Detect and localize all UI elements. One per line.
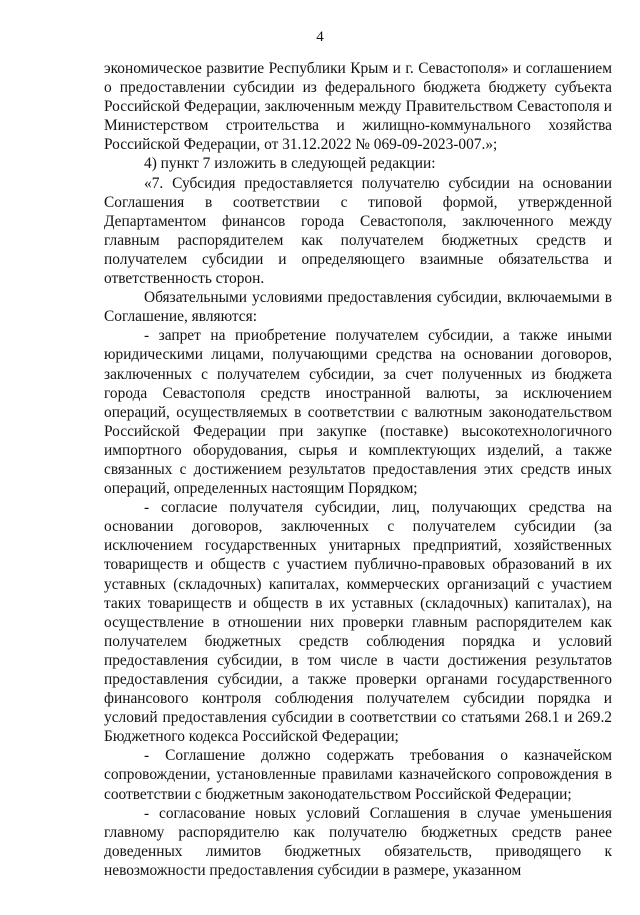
paragraph: экономическое развитие Республики Крым и г. Севастополя» и соглашением о предоставлении субсидии из федерального бюджета бюджету субъекта Российской Федерации, заключенным между Правительством Севастополя и Министерством строительства и жилищно-коммунального хозяйства Российской Федерации, от 31.12.2022 № 069-09-2023-007.»; (104, 60, 612, 154)
paragraph: Обязательными условиями предоставления субсидии, включаемыми в Соглашение, являются: (104, 289, 612, 326)
page-number: 4 (316, 29, 324, 45)
document-body (104, 59, 612, 880)
list-item: - согласие получателя субсидии, лиц, получающих средства на основании договоров, заключенных с получателем субсидии (за исключением государственных унитарных предприятий, хозяйственных товариществ и обществ с участием публично-правовых образований в их уставных (складочных) капиталах, коммерческих организаций с участием таких товариществ и обществ в их уставных (складочных) капиталах), на осуществление в отношении них проверки главным распорядителем как получателем бюджетных средств соблюдения порядка и условий предоставления субсидии, в том числе в части достижения результатов предоставления субсидии, а также проверки органами государственного финансового контроля соблюдения получателем субсидии порядка и условий предоставления субсидии в соответствии со статьями 268.1 и 269.2 Бюджетного кодекса Российской Федерации; (104, 499, 612, 746)
paragraph: «7. Субсидия предоставляется получателю субсидии на основании Соглашения в соответствии с типовой формой, утвержденной Департаментом финансов города Севастополя, заключенного между главным распорядителем как получателем бюджетных средств и получателем субсидии и определяющего взаимные обязательства и ответственность сторон. (104, 174, 612, 288)
list-item: - Соглашение должно содержать требования о казначейском сопровождении, установленные правилами казначейского сопровождения в соответствии с бюджетным законодательством Российской Федерации; (104, 747, 612, 803)
list-item: - согласование новых условий Соглашения в случае уменьшения главному распорядителю как получателю бюджетных средств ранее доведенных лимитов бюджетных обязательств, приводящего к невозможности предоставления субсидии в размере, указанном (104, 804, 612, 879)
list-item: - запрет на приобретение получателем субсидии, а также иными юридическими лицами, получающими средства на основании договоров, заключенных с получателем субсидии, за счет полученных из бюджета города Севастополя средств иностранной валюты, за исключением операций, осуществляемых в соответствии с валютным законодательством Российской Федерации при закупке (поставке) высокотехнологичного импортного оборудования, сырья и комплектующих изделий, а также связанных с достижением результатов предоставления этих средств иных операций, определенных настоящим Порядком; (104, 327, 612, 498)
paragraph: 4) пункт 7 изложить в следующей редакции: (144, 155, 436, 173)
